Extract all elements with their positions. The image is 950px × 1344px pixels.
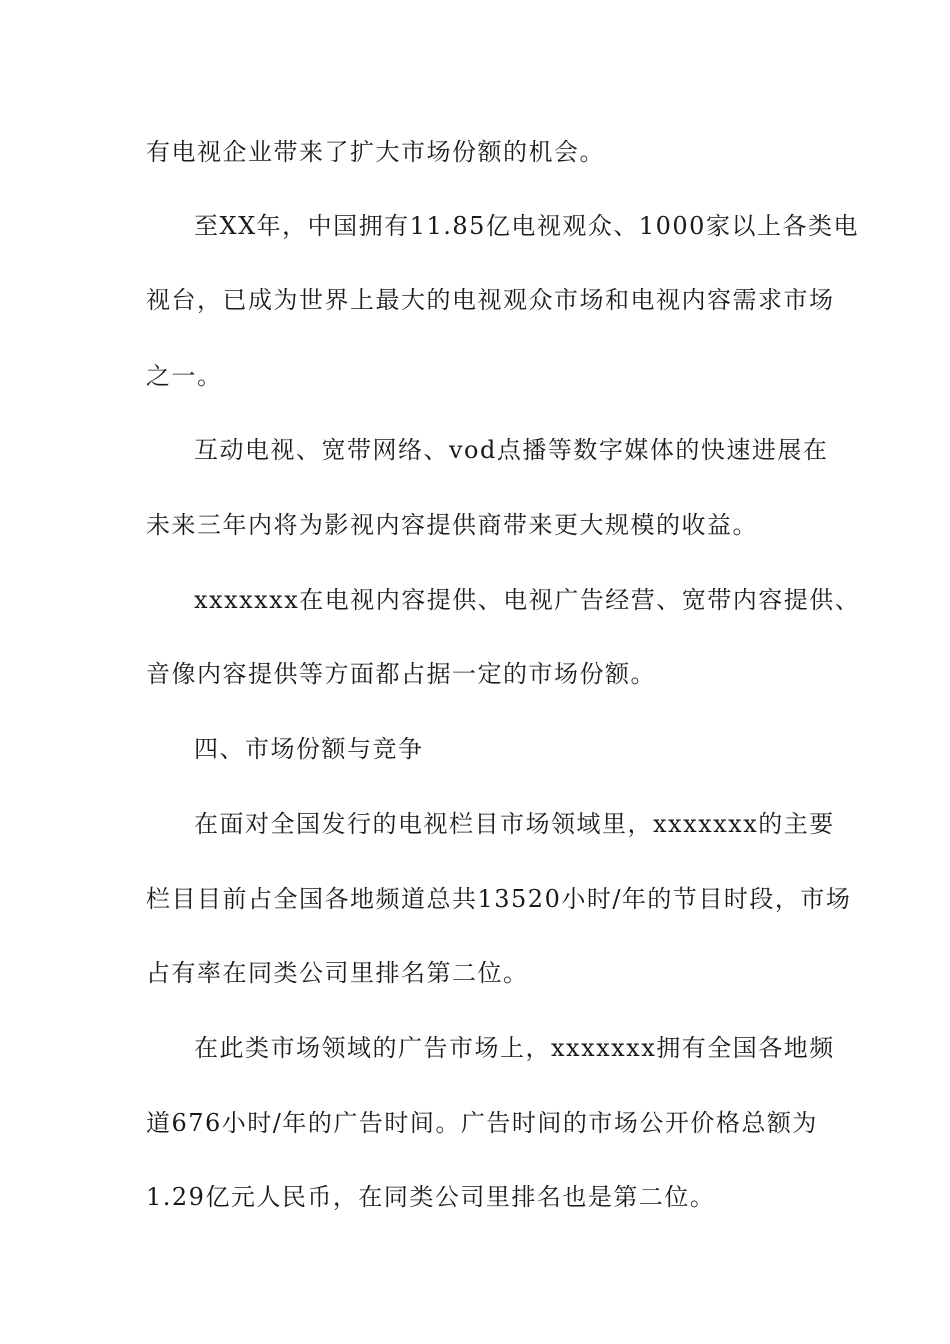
paragraph-line: xxxxxxx在电视内容提供、电视广告经营、宽带内容提供、 xyxy=(194,586,861,614)
paragraph-line: 在面对全国发行的电视栏目市场领域里，xxxxxxx的主要 xyxy=(194,810,835,838)
text-line: 之一。 xyxy=(146,362,223,390)
paragraph-line: 至XX年，中国拥有11.85亿电视观众、1000家以上各类电 xyxy=(194,212,859,240)
text-line: 有电视企业带来了扩大市场份额的机会。 xyxy=(146,138,605,166)
text-line: 道676小时/年的广告时间。广告时间的市场公开价格总额为 xyxy=(146,1109,818,1137)
paragraph-line: 在此类市场领域的广告市场上，xxxxxxx拥有全国各地频 xyxy=(194,1034,835,1062)
paragraph-line: 互动电视、宽带网络、vod点播等数字媒体的快速进展在 xyxy=(194,436,829,464)
text-line: 未来三年内将为影视内容提供商带来更大规模的收益。 xyxy=(146,511,758,539)
text-line: 音像内容提供等方面都占据一定的市场份额。 xyxy=(146,660,656,688)
text-line: 1.29亿元人民币，在同类公司里排名也是第二位。 xyxy=(146,1183,716,1211)
section-heading: 四、市场份额与竞争 xyxy=(194,735,424,763)
text-line: 栏目目前占全国各地频道总共13520小时/年的节目时段，市场 xyxy=(146,885,852,913)
text-line: 视台，已成为世界上最大的电视观众市场和电视内容需求市场 xyxy=(146,286,835,314)
text-line: 占有率在同类公司里排名第二位。 xyxy=(146,959,529,987)
